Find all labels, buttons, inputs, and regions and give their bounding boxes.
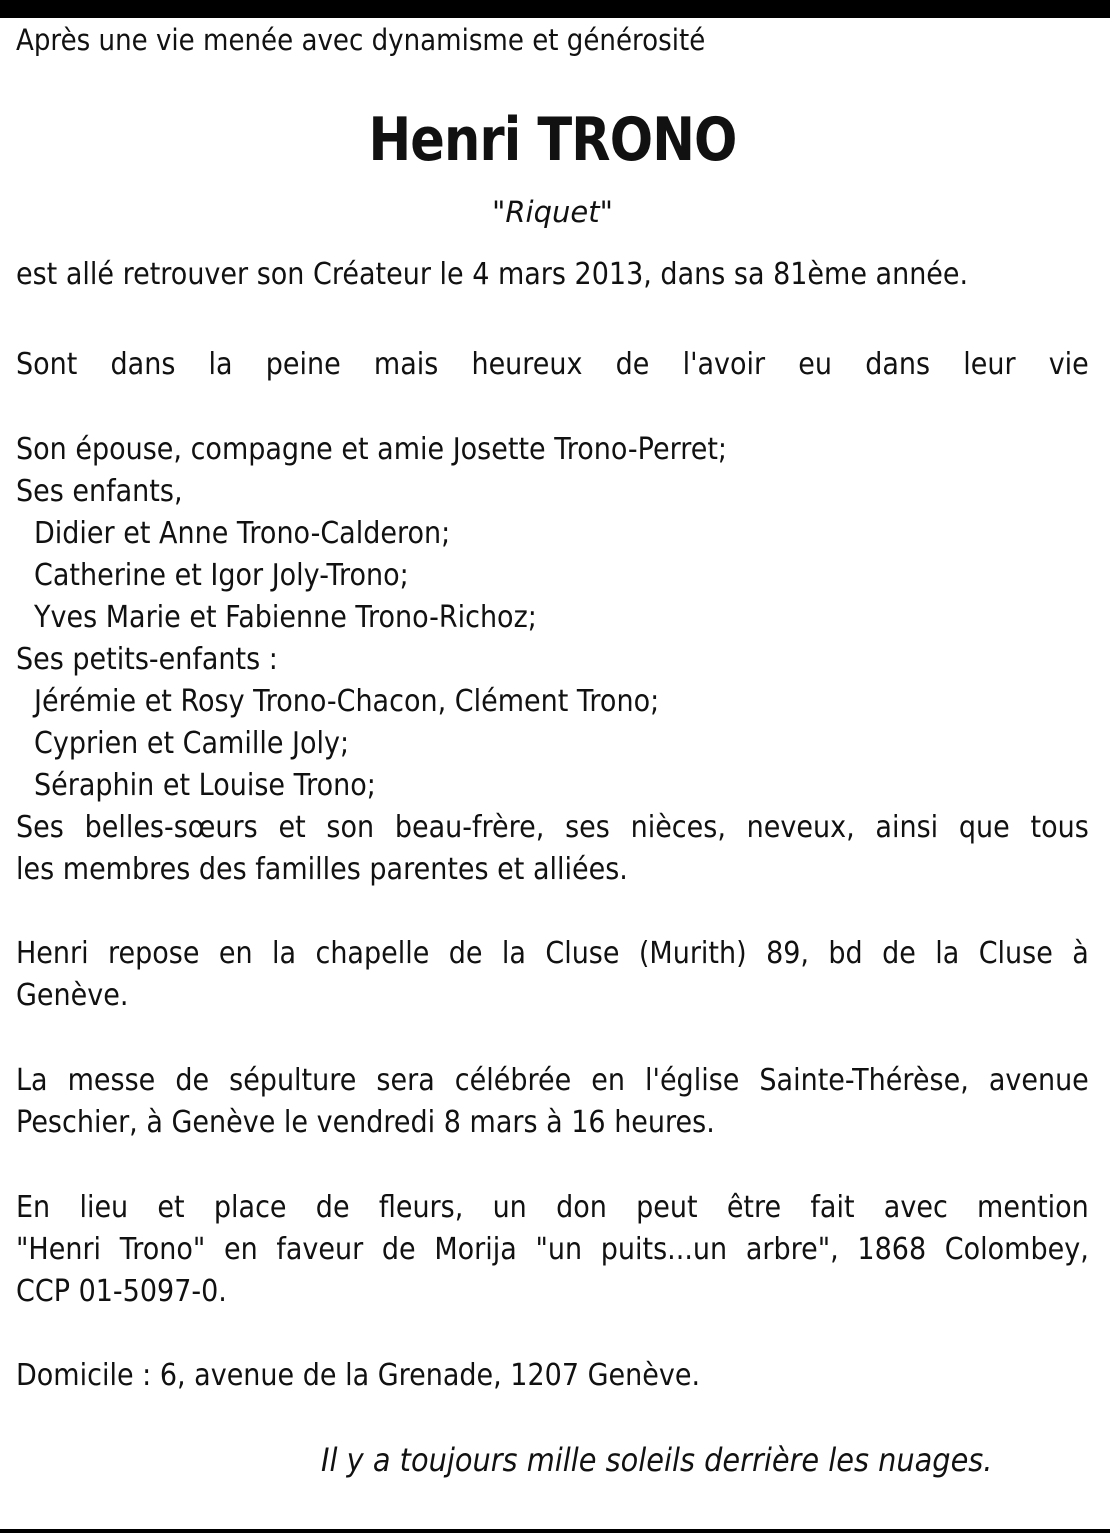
mass-paragraph: Peschier, à Genève le vendredi 8 mars à 16 heures. (16, 1105, 715, 1140)
repose-paragraph: Henri repose en la chapelle de la Cluse (Murith) 89, bd de la Cluse à (16, 936, 1089, 971)
passing-statement: est allé retrouver son Créateur le 4 mars 2013, dans sa 81ème année. (16, 257, 969, 292)
extended-family-line: les membres des familles parentes et alliées. (16, 852, 628, 887)
domicile-address: Domicile : 6, avenue de la Grenade, 1207 Genève. (16, 1358, 701, 1393)
nickname: "Riquet" (492, 195, 613, 229)
child-line: Yves Marie et Fabienne Trono-Richoz; (34, 600, 537, 635)
grandchild-line: Séraphin et Louise Trono; (34, 768, 376, 803)
children-label: Ses enfants, (16, 474, 183, 509)
extended-family-line: Ses belles-sœurs et son beau-frère, ses nièces, neveux, ainsi que tous (16, 810, 1089, 845)
donation-paragraph: "Henri Trono" en faveur de Morija "un puits...un arbre", 1868 Colombey, (16, 1232, 1089, 1267)
mourners-intro: Sont dans la peine mais heureux de l'avoir eu dans leur vie (16, 347, 1089, 382)
spouse-line: Son épouse, compagne et amie Josette Trono-Perret; (16, 432, 728, 467)
grandchild-line: Jérémie et Rosy Trono-Chacon, Clément Trono; (34, 684, 660, 719)
repose-paragraph: Genève. (16, 978, 129, 1013)
intro-text: Après une vie menée avec dynamisme et générosité (16, 23, 706, 57)
bottom-border-rule (0, 1529, 1110, 1533)
donation-paragraph: CCP 01-5097-0. (16, 1274, 227, 1309)
grandchild-line: Cyprien et Camille Joly; (34, 726, 350, 761)
donation-paragraph: En lieu et place de fleurs, un don peut être fait avec mention (16, 1190, 1089, 1225)
top-border-rule (0, 0, 1110, 18)
grandchildren-label: Ses petits-enfants : (16, 642, 278, 677)
closing-quote: Il y a toujours mille soleils derrière les nuages. (321, 1441, 993, 1479)
child-line: Catherine et Igor Joly-Trono; (34, 558, 409, 593)
mass-paragraph: La messe de sépulture sera célébrée en l'église Sainte-Thérèse, avenue (16, 1063, 1089, 1098)
child-line: Didier et Anne Trono-Calderon; (34, 516, 451, 551)
deceased-name: Henri TRONO (368, 105, 737, 175)
